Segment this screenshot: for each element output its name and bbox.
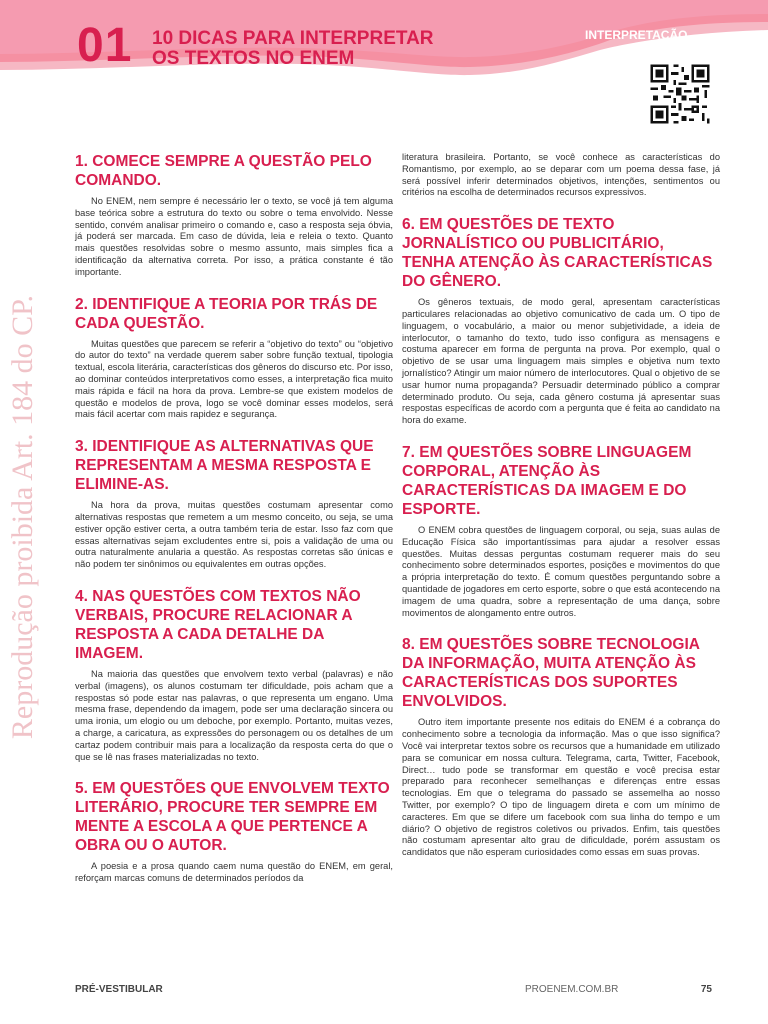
section-7-heading: 7. EM QUESTÕES SOBRE LINGUAGEM CORPORAL, ATENÇÃO ÀS CARACTERÍSTICAS DA IMAGEM E DO ESPORTE. [402, 443, 692, 518]
section-7-body: O ENEM cobra questões de linguagem corporal, ou seja, suas aulas de Educação Física são importantíssimas para ajudar a resolver essas questões. Muitas dessas perguntas costumam requerer mais do seu conhecimento sobre determinados esportes, posições e movimentos do que a própria interpretação do texto. É comum questões perguntando sobre a quantidade de jogadores em certo esporte, sobre o que está acontecendo na imagem de uma quadra, sobre a representação de uma dança, sobre movimentos de alongamento entre outros. [402, 524, 720, 618]
section-4-heading: 4. NAS QUESTÕES COM TEXTOS NÃO VERBAIS, PROCURE RELACIONAR A RESPOSTA A CADA DETALHE DA IMAGEM. [75, 587, 361, 662]
footer-site-link[interactable]: PROENEM.COM.BR [525, 984, 619, 995]
page-number: 75 [700, 984, 712, 995]
section-5-body-continued: literatura brasileira. Portanto, se você conhece as características do Romantismo, por exemplo, ao se deparar com um poema dessa fase, já será possível inferir determinados objetivos, intenções, sentimentos ou critérios na escolha de determinados recursos expressivos. [402, 152, 720, 198]
chapter-title: 10 DICAS PARA INTERPRETAR OS TEXTOS NO ENEM [152, 28, 434, 69]
section-1-heading: 1. COMECE SEMPRE A QUESTÃO PELO COMANDO. [75, 153, 372, 189]
section-5-heading: 5. EM QUESTÕES QUE ENVOLVEM TEXTO LITERÁRIO, PROCURE TER SEMPRE EM MENTE A ESCOLA A QUE PERTENCE A OBRA OU O AUTOR. [75, 780, 390, 855]
left-column [75, 152, 393, 901]
section-3-body: Na hora da prova, muitas questões costumam apresentar como alternativas respostas que remetem a um mesmo conceito, ou seja, se uma estiver opção estiver certa, a outra também teria de estar. Isso faz com que essas alternativas sejam excludentes entre si, pois a validação de uma ou outra naturalmente anularia a questão. As respostas corretas são únicas e não podem ter sinônimos ou equivalentes em outras opções. [75, 500, 393, 570]
copyright-watermark: Reprodução proibida Art. 184 do CP. [6, 294, 39, 740]
section-2-heading: 2. IDENTIFIQUE A TEORIA POR TRÁS DE CADA QUESTÃO. [75, 295, 378, 332]
right-column [402, 152, 720, 875]
section-5-body: A poesia e a prosa quando caem numa questão do ENEM, em geral, reforçam marcas comuns de determinados períodos da [75, 861, 393, 884]
section-6-body: Os gêneros textuais, de modo geral, apresentam características particulares relacionadas ao objetivo comunicativo de cada um. O tipo de linguagem, o vocabulário, a maior ou menor subjetividade, a ideia de interlocutor, o tamanho do texto, tudo isso configura as mensagens e costuma aparecer em forma de pergunta na prova. Por exemplo, qual o objetivo de se usar uma linguagem mais simples e objetiva num texto jornalístico? Atingir um maior número de interlocutores. Qual o objetivo de se usar humor numa propaganda? Persuadir determinado público a comprar determinado produto. Ou seja, cada gênero costuma já apresentar suas respostas específicas de acordo com a pergunta que é feita ao candidato na hora do exame. [402, 297, 720, 426]
section-3-heading: 3. IDENTIFIQUE AS ALTERNATIVAS QUE REPRESENTAM A MESMA RESPOSTA E ELIMINE-AS. [75, 438, 374, 494]
section-2-body: Muitas questões que parecem se referir a “objetivo do texto” ou “objetivo do autor do texto” na verdade querem saber sobre função textual, tipologia textual, escola literária, características dos gêneros do discurso etc. Por isso, ao dominar conteúdos interpretativos como esses, a interpretação fica muito mais rápida e fácil na hora da prova. Lembre-se que existem modelos de questão e modelos de prova, logo se você dominar esses modelos, será mais fácil acertar com mais rapidez e segurança. [75, 338, 393, 420]
section-tab-label: INTERPRETAÇÃO [585, 28, 688, 42]
footer-course-label: PRÉ-VESTIBULAR [75, 984, 163, 995]
section-4-body: Na maioria das questões que envolvem texto verbal (palavras) e não verbal (imagens), os alunos costumam ter dificuldade, pois acham que a respostas só pode estar nas palavras, o que representa um engano. Uma mesma frase, dependendo da imagem, pode ser uma declaração sincera ou uma ironia, um elogio ou um deboche, por exemplo. Portanto, muitas vezes, a charge, a caricatura, as expressões do personagem ou os detalhes de um cartaz podem contribuir mais para a localização da resposta certa do que o que se lê nas frases materializadas no texto. [75, 668, 393, 762]
section-6-heading: 6. EM QUESTÕES DE TEXTO JORNALÍSTICO OU PUBLICITÁRIO, TENHA ATENÇÃO ÀS CARACTERÍSTICAS DO GÊNERO. [402, 216, 713, 291]
qr-code-icon[interactable] [648, 62, 712, 126]
section-8-heading: 8. EM QUESTÕES SOBRE TECNOLOGIA DA INFORMAÇÃO, MUITA ATENÇÃO ÀS CARACTERÍSTICAS DOS SUPORTES ENVOLVIDOS. [402, 636, 700, 711]
chapter-number: 01 [77, 19, 133, 72]
section-1-body: No ENEM, nem sempre é necessário ler o texto, se você já tem alguma base teórica sobre a estrutura do texto ou sobre o tema envolvido. Nesse sentido, convém analisar primeiro o comando e, caso a resposta seja óbvia, já poderá ser marcada. Em caso de dúvida, leia e releia o texto. Quanto mais questões resolvidas sobre o mesmo assunto, mais simples fica a identificação da alternativa correta. Por isso, a prática constante é tão importante. [75, 196, 393, 277]
section-8-body: Outro item importante presente nos editais do ENEM é a cobrança do conhecimento sobre a tecnologia da informação. Mas o que isso significa? Você vai interpretar textos sobre os recursos que a humanidade em utilizado para se comunicar em nossa cultura. Telegrama, carta, Twitter, Facebook, Direct… tudo pode se transformar em questão e você precisa estar preparado para reconhecer semelhanças e diferenças entre essas tecnologias. Em que o telegrama do passado se assemelha ao nosso Twitter, por exemplo? O tipo de linguagem direta e com um mínimo de caracteres. Em que se difere um facebook com sua linha do tempo e um diário? O objetivo de registros coletivos ou privados. Enfim, tais questões não costumam apresentar alto grau de dificuldade, porém assustam os candidatos que não esperam curiosidades como essas em suas provas. [402, 717, 720, 858]
